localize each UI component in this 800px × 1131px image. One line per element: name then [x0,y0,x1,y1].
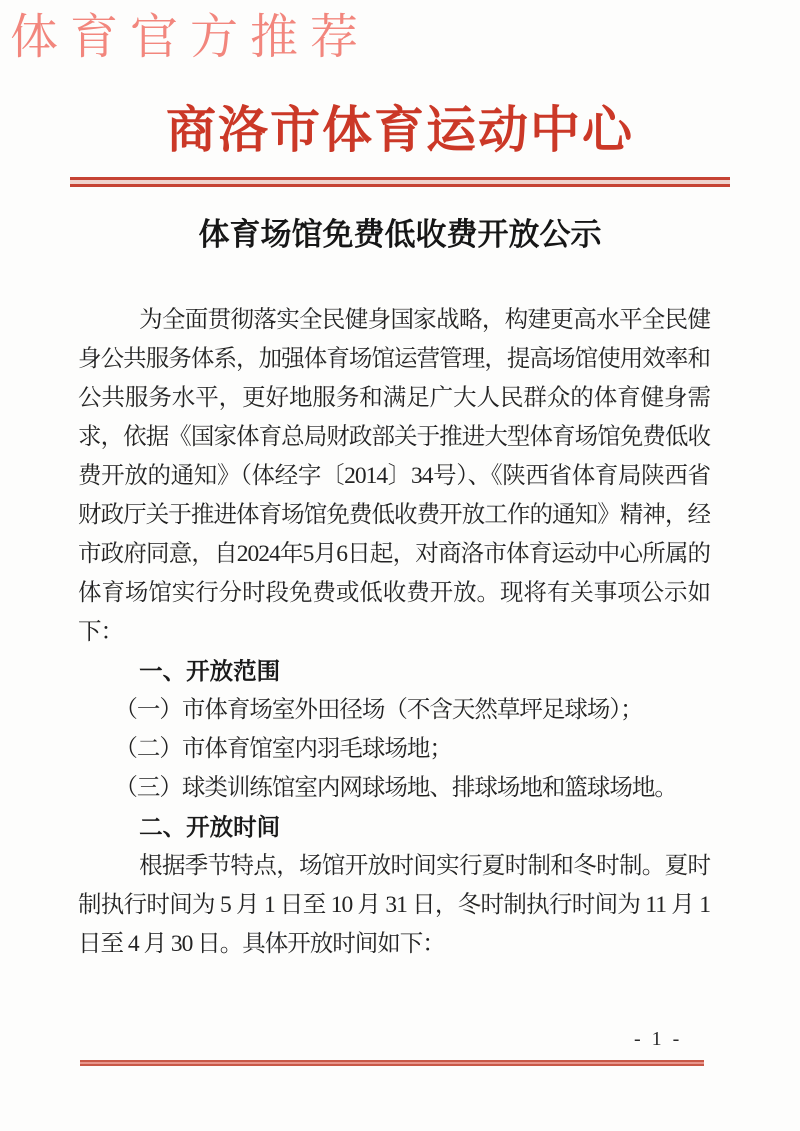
letterhead-org-name: 商洛市体育运动中心 [166,102,634,158]
list-item: （一）市体育场室外田径场（不含天然草坪足球场）； [114,697,643,723]
list-item: （三）球类训练馆室内网球场地、排球场地和篮球场地。 [114,775,677,801]
list-item: （二）市体育馆室内羽毛球场地； [114,736,452,762]
page-number: - 1 - [634,1028,683,1050]
section-heading: 二、开放时间 [139,814,281,840]
section-heading: 一、开放范围 [139,658,281,684]
document-body [78,301,710,964]
watermark-text: 体育官方推荐 [10,11,371,64]
letterhead-double-rule [70,177,730,187]
document-title: 体育场馆免费低收费开放公示 [198,217,602,252]
body-paragraph: 为全面贯彻落实全民健身国家战略，构建更高水平全民健身公共服务体系，加强体育场馆运营管理，提高场馆使用效率和公共服务水平，更好地服务和满足广大人民群众的体育健身需求，依据《国家体育总局财政部关于推进大型体育场馆免费低收费开放的通知》（体经字〔2014〕34号）、《陕西省体育局陕西省财政厅关于推进体育场馆免费低收费开放工作的通知》精神，经市政府同意，自2024年5月6日起，对商洛市体育运动中心所属的体育场馆实行分时段免费或低收费开放。现将有关事项公示如下： [78,307,710,645]
footer-rule [80,1060,704,1066]
body-paragraph: 根据季节特点，场馆开放时间实行夏时制和冬时制。夏时制执行时间为 5 月 1 日至 10 月 31 日，冬时制执行时间为 11 月 1 日至 4 月 30 日。具体开放时间如下： [78,853,710,957]
